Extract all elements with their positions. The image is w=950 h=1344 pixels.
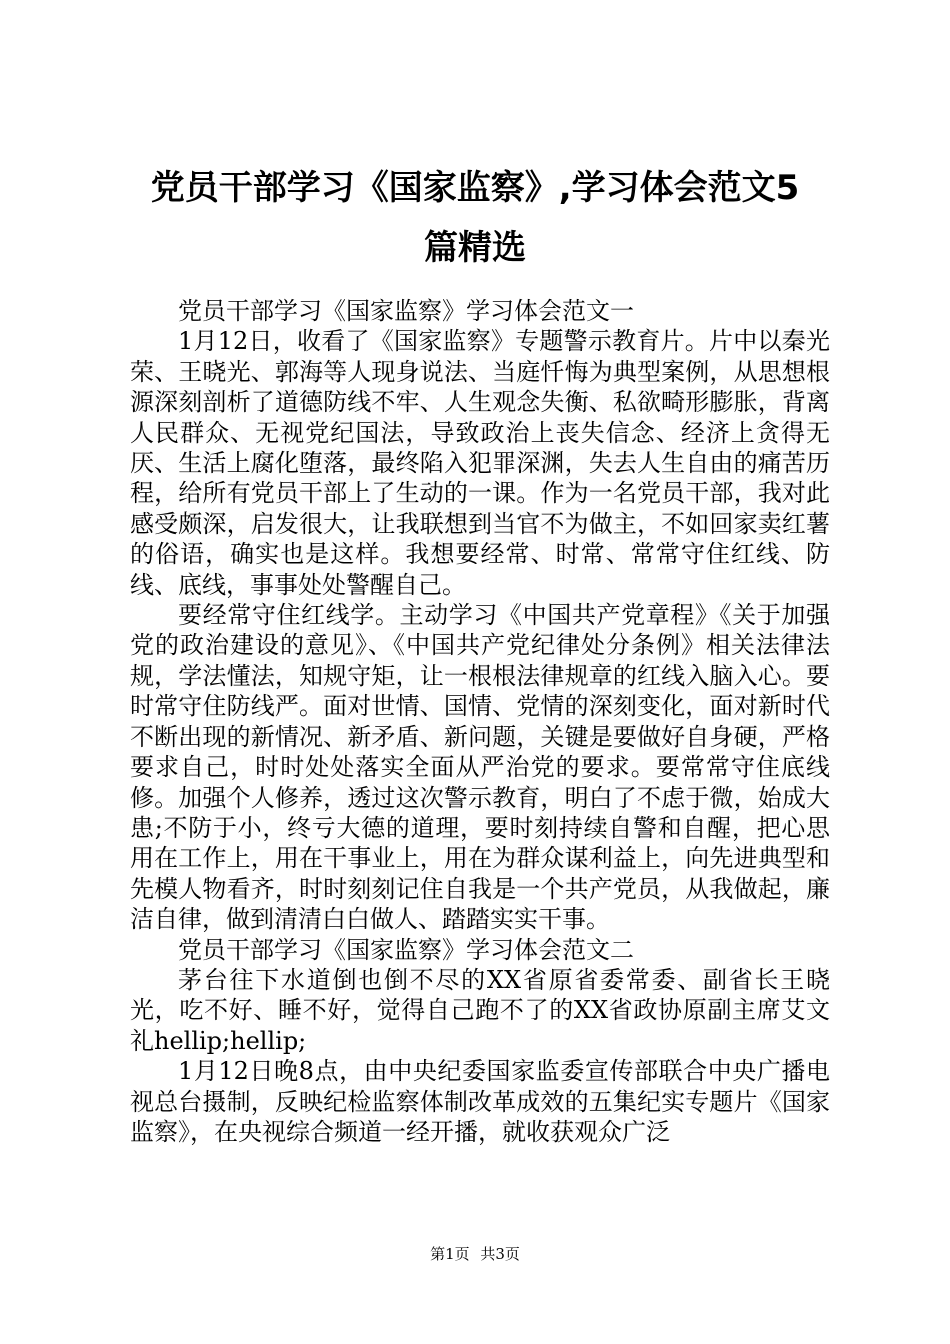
page-footer bbox=[0, 1244, 950, 1264]
section-heading-1: 党员干部学习《国家监察》学习体会范文一 bbox=[178, 297, 634, 325]
document-title-line-2: 篇精选 bbox=[424, 228, 526, 268]
body-paragraph: 要经常守住红线学。主动学习《中国共产党章程》《关于加强党的政治建设的意见》、《中国共产党纪律处分条例》相关法律法规，学法懂法，知规守矩，让一根根法律规章的红线入脑入心。要时常守住防线严。面对世情、国情、党情的深刻变化，面对新时代不断出现的新情况、新矛盾、新问题，关键是要做好自身硬，严格要求自己，时时处处落实全面从严治党的要求。要常常守住底线修。加强个人修养，透过这次警示教育，明白了不虑于微，始成大患;不防于小，终亏大德的道理，要时刻持续自警和自醒，把心思用在工作上，用在干事业上，用在为群众谋利益上，向先进典型和先模人物看齐，时时刻刻记住自我是一个共产党员，从我做起，廉洁自律，做到清清白白做人、踏踏实实干事。 bbox=[130, 601, 830, 934]
page-number: 第1页 bbox=[430, 1245, 470, 1263]
body-paragraph: 茅台往下水道倒也倒不尽的XX省原省委常委、副省长王晓光，吃不好、睡不好，觉得自己跑不了的XX省政协原副主席艾文礼hellip;hellip; bbox=[130, 965, 830, 1055]
body-paragraph: 1月12日晚8点，由中央纪委国家监委宣传部联合中央广播电视总台摄制，反映纪检监察体制改革成效的五集纪实专题片《国家监察》，在央视综合频道一经开播，就收获观众广泛 bbox=[130, 1057, 830, 1146]
section-heading-2: 党员干部学习《国家监察》学习体会范文二 bbox=[178, 935, 634, 964]
page-total: 共3页 bbox=[480, 1245, 520, 1263]
document-body bbox=[130, 296, 830, 1147]
body-paragraph: 1月12日，收看了《国家监察》专题警示教育片。片中以秦光荣、王晓光、郭海等人现身说法、当庭忏悔为典型案例，从思想根源深刻剖析了道德防线不牢、人生观念失衡、私欲畸形膨胀，背离人民群众、无视党纪国法，导致政治上丧失信念、经济上贪得无厌、生活上腐化堕落，最终陷入犯罪深渊，失去人生自由的痛苦历程，给所有党员干部上了生动的一课。作为一名党员干部，我对此感受颇深，启发很大，让我联想到当官不为做主，不如回家卖红薯的俗语，确实也是这样。我想要经常、时常、常常守住红线、防线、底线，事事处处警醒自己。 bbox=[130, 327, 830, 599]
document-title-line-1: 党员干部学习《国家监察》,学习体会范文5 bbox=[150, 168, 800, 208]
